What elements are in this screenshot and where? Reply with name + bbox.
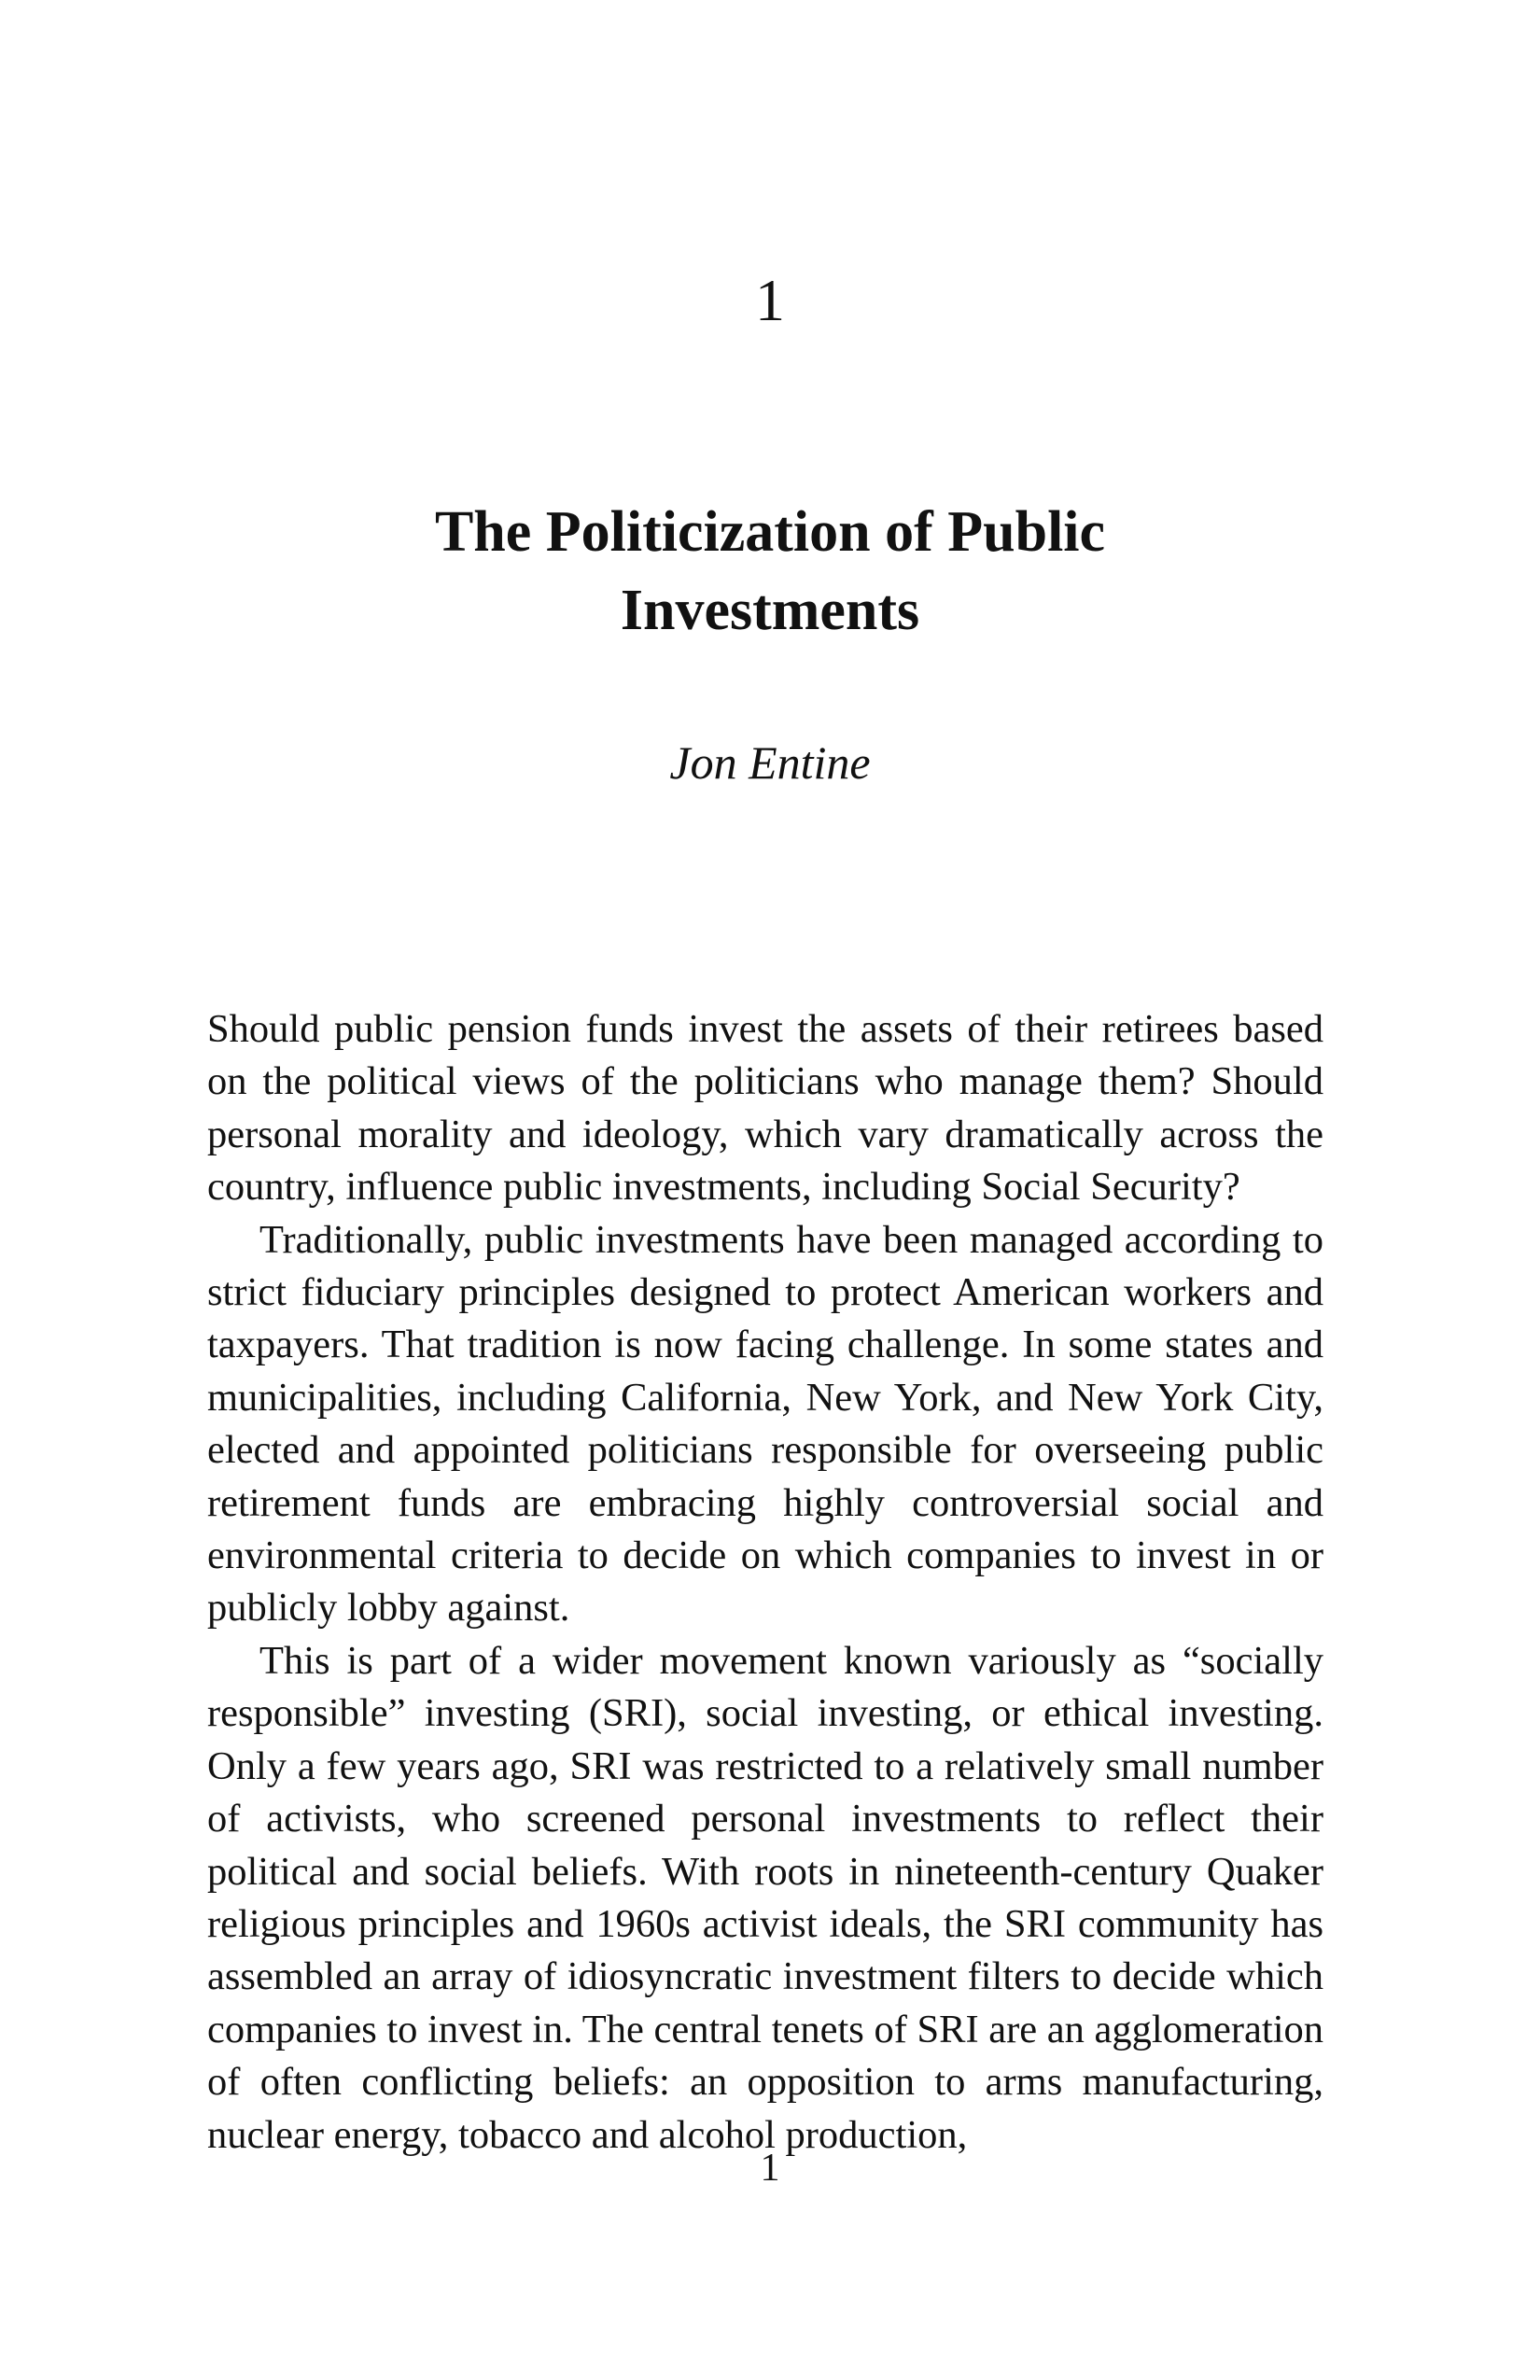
- page-number: 1: [760, 2147, 780, 2190]
- paragraph-1: Should public pension funds invest the assets of their retirees based on the political views of the politicians who manage them? Should personal morality and ideology, which vary dramatically across the country, influence public investments, including Social Security?: [207, 1007, 1323, 1210]
- chapter-title: [0, 493, 1540, 650]
- paragraph-2: Traditionally, public investments have been managed according to strict fiduciary principles designed to protect American workers and taxpayers. That tradition is now facing challenge. In some states and municipalities, including California, New York, and New York City, elected and appointed politicians responsible for overseeing public retirement funds are embracing highly controversial social and environmental criteria to decide on which companies to invest in or publicly lobby against.: [207, 1217, 1323, 1631]
- paragraph-3: This is part of a wider movement known variously as “socially responsible” investing (SRI), social investing, or ethical investing. Only a few years ago, SRI was restricted to a relatively small number of activists, who screened personal investments to reflect their political and social beliefs. With roots in nineteenth-century Quaker religious principles and 1960s activist ideals, the SRI community has assembled an array of idiosyncratic investment filters to decide which companies to invest in. The central tenets of SRI are an agglomeration of often conflicting beliefs: an opposition to arms manufacturing, nuclear energy, tobacco and alcohol production,: [207, 1638, 1323, 2157]
- chapter-body: [207, 1003, 1323, 2162]
- chapter-number: 1: [755, 267, 785, 333]
- chapter-title-line-2: Investments: [620, 579, 920, 642]
- chapter-author: Jon Entine: [669, 736, 871, 789]
- chapter-title-line-1: The Politicization of Public: [434, 500, 1106, 564]
